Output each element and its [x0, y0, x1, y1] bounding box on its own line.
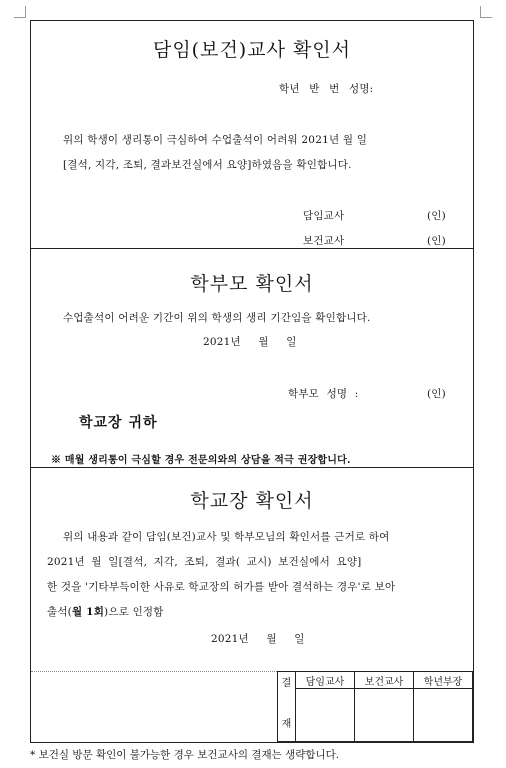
approval-label-top: 결 [281, 678, 292, 689]
date-line: 2021년 월 일 [211, 633, 305, 645]
section-title: 학교장 확인서 [190, 490, 314, 512]
homeroom-teacher-label: 담임교사 [303, 210, 345, 222]
seal-mark: (인) [427, 235, 446, 247]
page-corner-mark [14, 6, 26, 18]
teacher-confirmation-section [31, 21, 473, 249]
body-text-part: )으로 인정함 [104, 606, 164, 618]
body-text: [결석, 지각, 조퇴, 결과보건실에서 요양]하였음을 확인합니다. [63, 159, 352, 171]
body-text-part: 출석( [47, 606, 72, 618]
body-text: 2021년 월 일[결석, 지각, 조퇴, 결과( 교시) 보건실에서 요양] [47, 556, 362, 568]
date-line: 2021년 월 일 [203, 336, 297, 348]
body-text [47, 604, 164, 619]
seal-mark: (인) [427, 210, 446, 222]
approval-signature-cell[interactable] [355, 689, 414, 742]
body-text: 수업출석이 어려운 기간이 위의 학생의 생리 기간임을 확인합니다. [63, 312, 371, 324]
approval-label-bottom: 재 [281, 719, 292, 730]
parent-confirmation-section [31, 249, 473, 468]
body-text: 위의 학생이 생리통이 극심하여 수업출석이 어려워 2021년 월 일 [63, 134, 368, 146]
notice-text: ※ 매월 생리통이 극심할 경우 전문의와의 상담을 적극 권장합니다. [51, 455, 351, 466]
addressee: 학교장 귀하 [79, 415, 158, 431]
student-info-line: 학년 반 번 성명: [279, 83, 374, 95]
approval-column-header: 보건교사 [355, 672, 414, 689]
footnote: * 보건실 방문 확인이 불가능한 경우 보건교사의 결재는 생략합니다. [30, 749, 340, 761]
page-corner-mark [480, 6, 492, 18]
approval-column-header: 학년부장 [414, 672, 473, 689]
approval-column-header: 담임교사 [296, 672, 355, 689]
approval-signature-cell[interactable] [414, 689, 473, 742]
section-title: 담임(보건)교사 확인서 [152, 39, 352, 61]
nurse-teacher-label: 보건교사 [303, 235, 345, 247]
confirmation-form [30, 20, 474, 743]
approval-table [277, 671, 473, 742]
section-title: 학부모 확인서 [190, 273, 314, 295]
principal-confirmation-section [31, 468, 473, 742]
body-text: 위의 내용과 같이 담임(보건)교사 및 학부모님의 확인서를 근거로 하여 [63, 531, 390, 543]
body-text-emphasis: 월 1회 [71, 606, 105, 618]
parent-name-label: 학부모 성명 : [288, 388, 359, 400]
seal-mark: (인) [427, 388, 446, 400]
body-text: 한 것을 '기타부득이한 사유로 학교장의 허가를 받아 결석하는 경우'로 보아 [47, 581, 396, 593]
approval-label [278, 672, 296, 742]
approval-signature-cell[interactable] [296, 689, 355, 742]
